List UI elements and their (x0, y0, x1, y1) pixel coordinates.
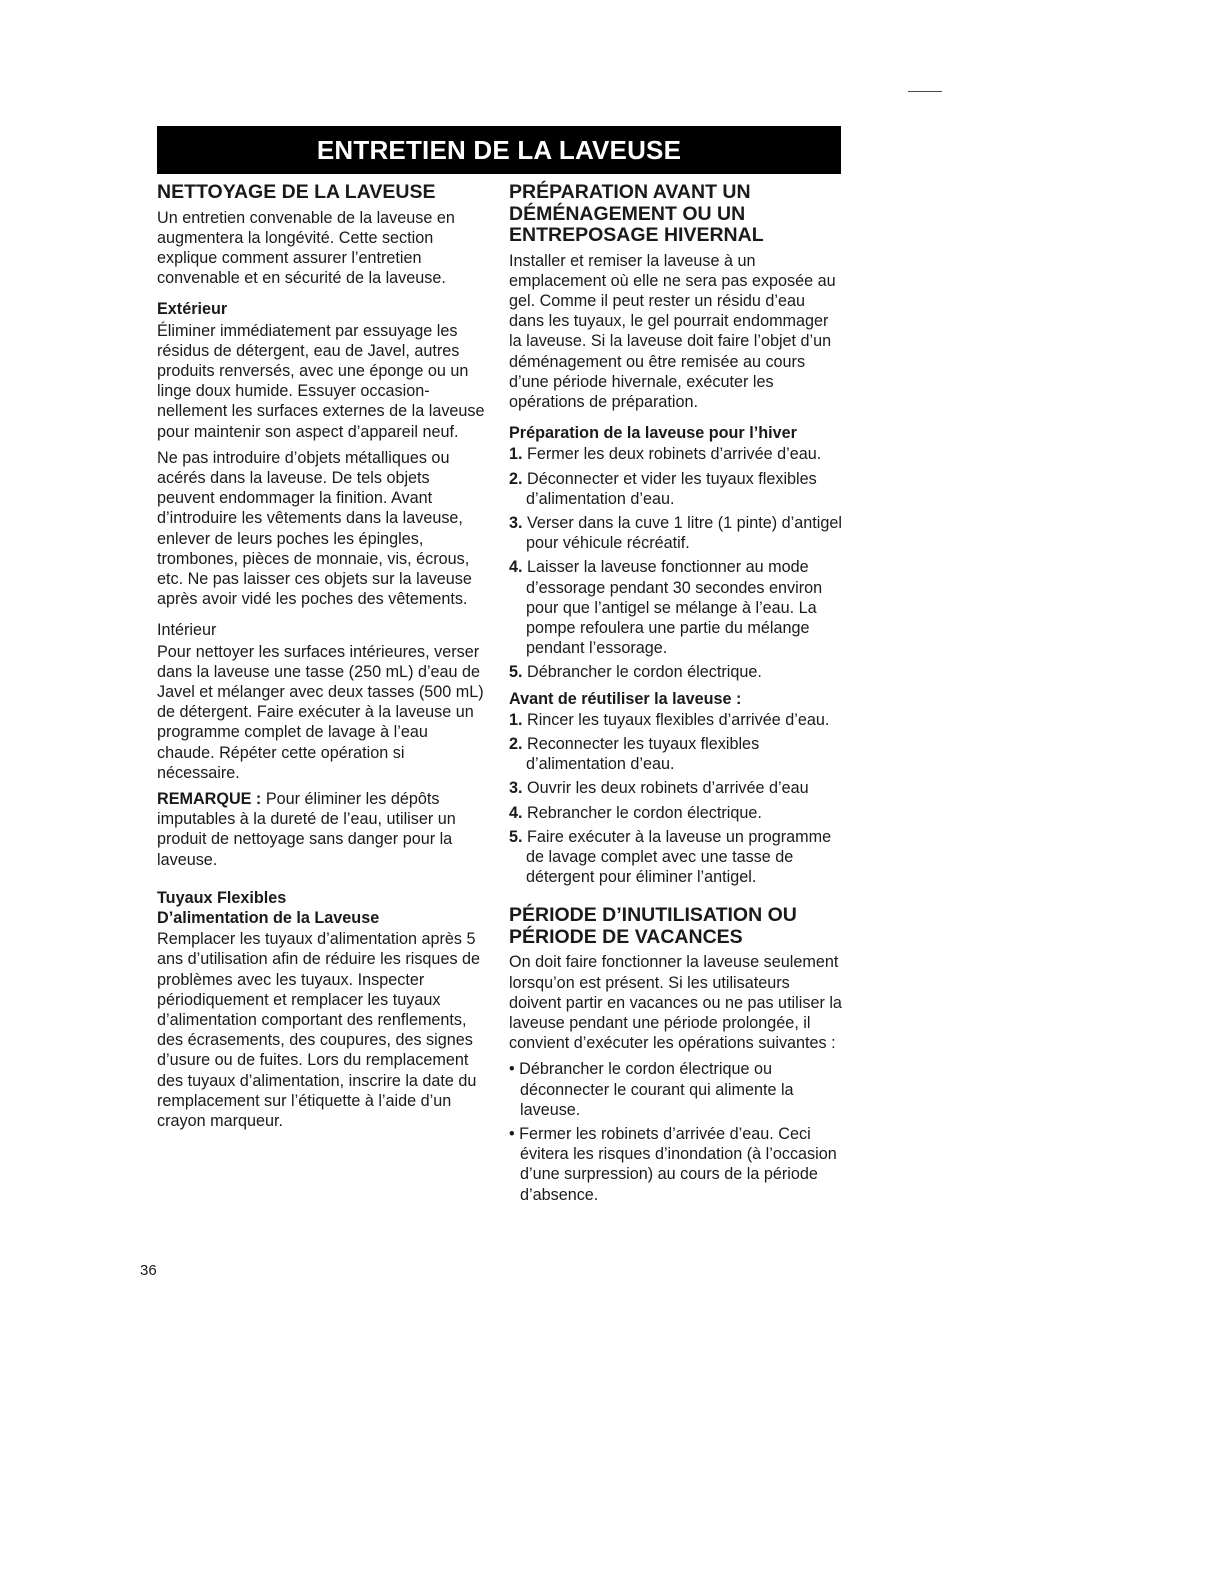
exterior-paragraph-1: Éliminer immédiatement par essuyage les résidus de détergent, eau de Javel, autres produits renversés, avec une éponge ou un linge doux humide. Essuyer occasionnellement les surfaces externes de la laveuse pour maintenir son aspect d’appareil neuf. (157, 321, 485, 441)
vacation-intro: On doit faire fonctionner la laveuse seulement lorsqu’on est présent. Si les utilisateurs doivent partir en vacances ou ne pas utiliser la laveuse pendant une période prolongée, il convient d’exécuter les opérations suivantes : (509, 953, 842, 1053)
interior-heading: Intérieur (157, 621, 217, 640)
hoses-paragraph: Remplacer les tuyaux d’alimentation après 5 ans d’utilisation afin de réduire les risques de problèmes avec les tuyaux. Inspecter périodiquement et remplacer les tuyaux d’alimentation comportant des renflements, des écrasements, des coupures, des signes d’usure ou de fuites. Lors du remplacement des tuyaux d’alimentation, inscrire la date du remplacement sur l’étiquette à l’aide d’un crayon marqueur. (157, 930, 481, 1131)
page-number: 36 (140, 1262, 157, 1279)
section-banner: ENTRETIEN DE LA LAVEUSE (157, 126, 841, 174)
list-item: 3. Verser dans la cuve 1 litre (1 pinte) d’antigel pour véhicule récréatif. (509, 513, 842, 553)
note-text: Pour éliminer les dépôts imputables à la dureté de l’eau, utiliser un produit de nettoyage sans danger pour la laveuse. (157, 789, 456, 869)
preparation-heading: PRÉPARATION AVANT UN DÉMÉNAGEMENT OU UN ENTREPOSAGE HIVERNAL (509, 181, 764, 246)
list-item: 1. Fermer les deux robinets d’arrivée d’eau. (509, 445, 822, 464)
winter-heading: Préparation de la laveuse pour l’hiver (509, 424, 797, 443)
hoses-heading-line-1: Tuyaux Flexibles (157, 888, 287, 907)
list-item: 1. Rincer les tuyaux flexibles d’arrivée d’eau. (509, 710, 830, 729)
vacation-heading: PÉRIODE D’INUTILISATION OU PÉRIODE DE VACANCES (509, 904, 797, 948)
corner-rule (908, 91, 942, 92)
reuse-heading: Avant de réutiliser la laveuse : (509, 689, 742, 708)
exterior-heading: Extérieur (157, 300, 228, 319)
hoses-heading-line-2: D’alimentation de la Laveuse (157, 909, 380, 927)
interior-paragraph: Pour nettoyer les surfaces intérieures, verser dans la laveuse une tasse (250 mL) d’eau de Javel et mélanger avec deux tasses (500 mL) de détergent. Faire exécuter à la laveuse un programme complet de lavage à l’eau chaude. Répéter cette opération si nécessaire. (157, 642, 484, 782)
list-item: 4. Laisser la laveuse fonctionner au mode d’essorage pendant 30 secondes environ pour que l’antigel se mélange à l’eau. La pompe refoulera une partie du mélange pendant l’essorage. (509, 558, 823, 658)
list-item: 3. Ouvrir les deux robinets d’arrivée d’eau (509, 779, 809, 798)
exterior-paragraph-2: Ne pas introduire d’objets métalliques ou acérés dans la laveuse. De tels objets peuvent endommager la finition. Avant d’introduire les vêtements dans la laveuse, enlever de leurs poches les épingles, trombones, pièces de monnaie, vis, écrous, etc. Ne pas laisser ces objets sur la laveuse après avoir vidé les poches des vêtements. (157, 448, 472, 609)
list-item: 2. Reconnecter les tuyaux flexibles d’alimentation d’eau. (509, 734, 760, 774)
note-paragraph (157, 789, 487, 870)
note-label: REMARQUE : (157, 789, 262, 808)
reuse-steps-list (509, 710, 843, 888)
list-item: 5. Faire exécuter à la laveuse un programme de lavage complet avec une tasse de détergent pour éliminer l’antigel. (509, 827, 832, 887)
list-item: 2. Déconnecter et vider les tuyaux flexibles d’alimentation d’eau. (509, 469, 817, 508)
right-column (509, 182, 843, 1209)
list-item: 5. Débrancher le cordon électrique. (509, 663, 762, 682)
list-item: • Fermer les robinets d’arrivée d’eau. Ceci évitera les risques d’inondation (à l’occasion d’une surpression) au cours de la période d’absence. (509, 1125, 837, 1204)
list-item: • Débrancher le cordon électrique ou déconnecter le courant qui alimente la laveuse. (509, 1060, 794, 1119)
cleaning-heading: NETTOYAGE DE LA LAVEUSE (157, 181, 436, 203)
preparation-intro: Installer et remiser la laveuse à un emplacement où elle ne sera pas exposée au gel. Comme il peut rester un résidu d’eau dans les tuyaux, le gel pourrait endommager la laveuse. Si la laveuse doit faire l’objet d’un déménagement ou être remisée au cours d’une période hivernale, exécuter les opérations de préparation. (509, 251, 836, 411)
cleaning-intro: Un entretien convenable de la laveuse en augmentera la longévité. Cette section explique comment assurer l’entretien convenable et en sécurité de la laveuse. (157, 208, 455, 288)
vacation-bullets (509, 1059, 843, 1204)
left-column (157, 182, 487, 1137)
winter-steps-list (509, 444, 843, 682)
list-item: 4. Rebrancher le cordon électrique. (509, 803, 762, 822)
